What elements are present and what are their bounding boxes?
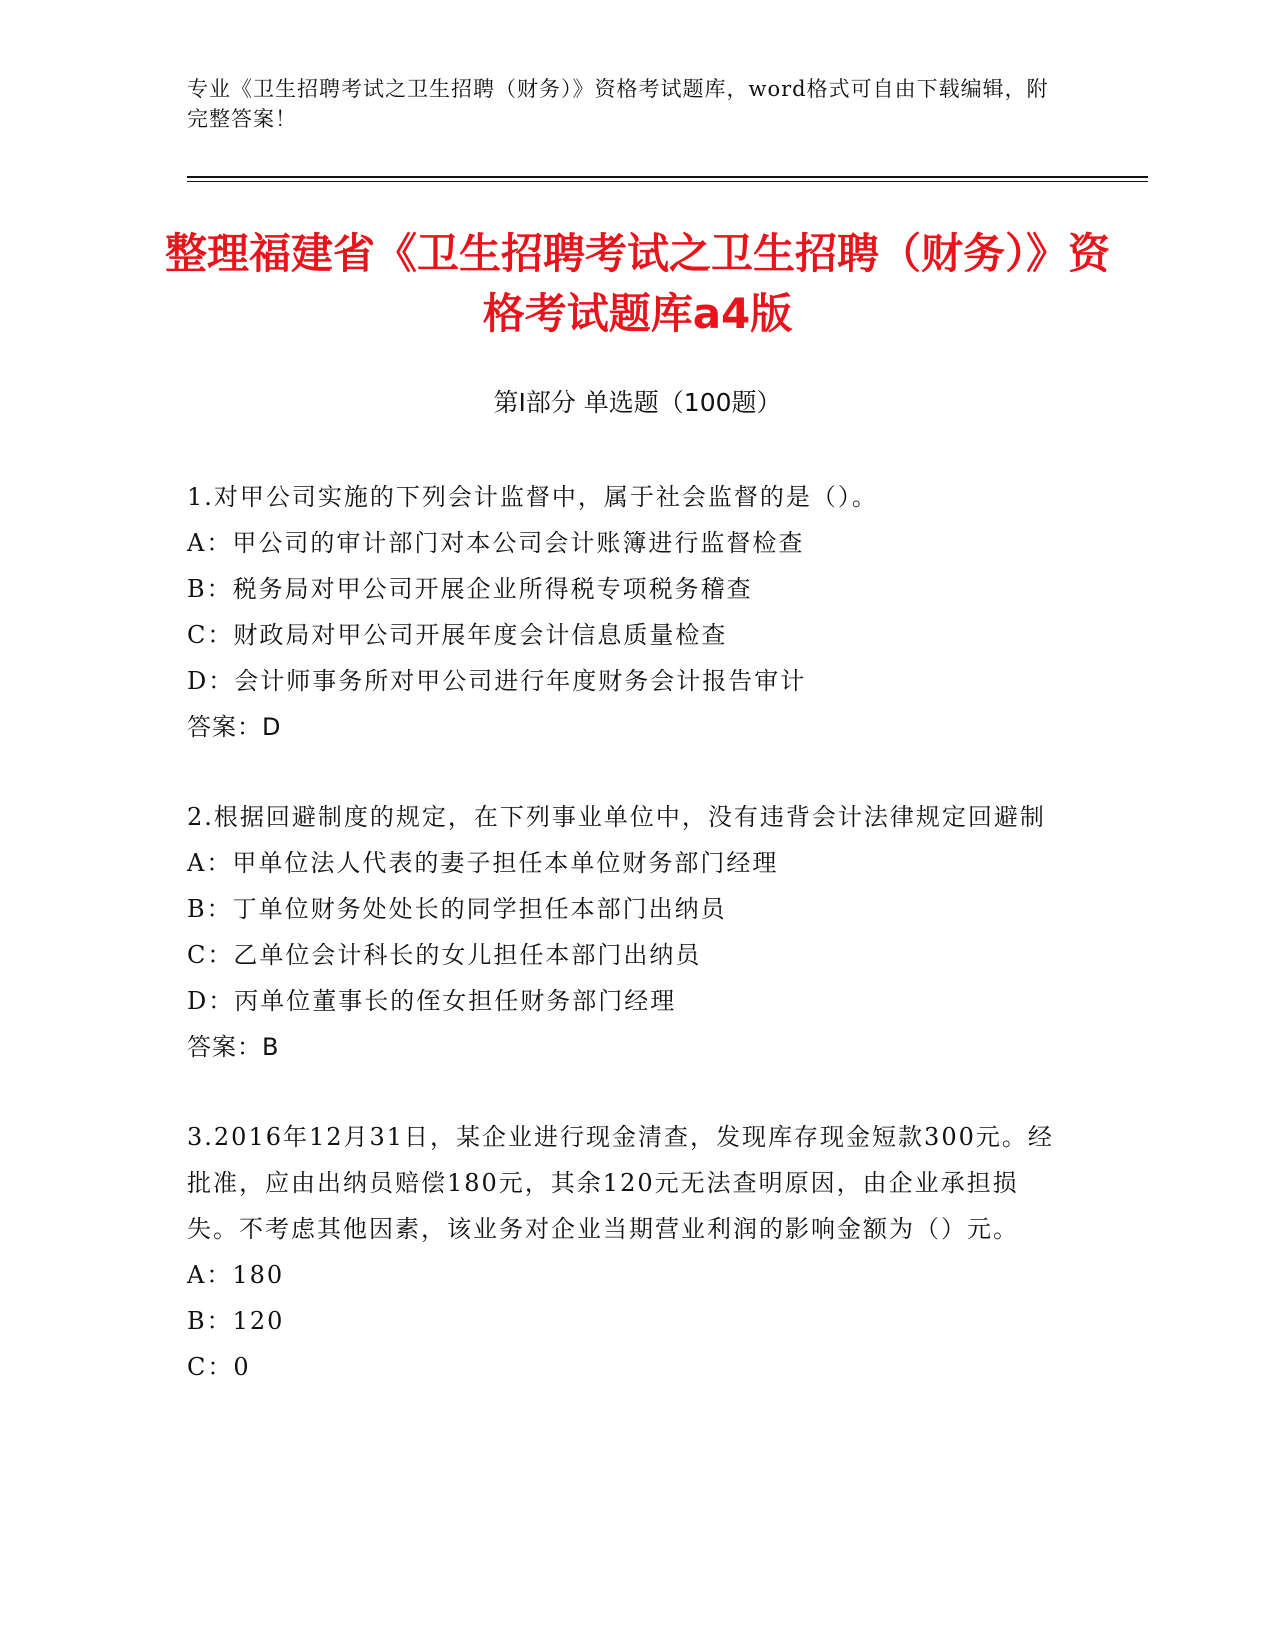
option-a: A：180: [187, 1261, 285, 1289]
option-b: B：税务局对甲公司开展企业所得税专项税务稽查: [187, 575, 753, 603]
option-c: C：乙单位会计科长的女儿担任本部门出纳员: [187, 941, 702, 969]
option-d: D：会计师事务所对甲公司进行年度财务会计报告审计: [187, 667, 807, 695]
option-a: A：甲公司的审计部门对本公司会计账簿进行监督检查: [187, 529, 805, 557]
question-2: [187, 794, 1067, 1070]
option-b: B：120: [187, 1307, 285, 1335]
question-1: [187, 474, 1067, 750]
question-3: [187, 1114, 1067, 1390]
answer-line: 答案：B: [187, 1033, 280, 1061]
option-b: B：丁单位财务处处长的同学担任本部门出纳员: [187, 895, 727, 923]
question-stem: 2.根据回避制度的规定，在下列事业单位中，没有违背会计法律规定回避制: [187, 803, 1046, 831]
option-d: D：丙单位董事长的侄女担任财务部门经理: [187, 987, 677, 1015]
answer-line: 答案：D: [187, 713, 282, 741]
question-list: [187, 474, 1067, 1434]
option-c: C：财政局对甲公司开展年度会计信息质量检查: [187, 621, 728, 649]
header-note: 专业《卫生招聘考试之卫生招聘（财务）》资格考试题库，word格式可自由下载编辑，附完整答案！: [187, 77, 1049, 131]
header-rule-thick: [187, 176, 1148, 178]
document-title: 整理福建省《卫生招聘考试之卫生招聘（财务）》资格考试题库a4版: [164, 229, 1110, 338]
question-stem: 3.2016年12月31日，某企业进行现金清查，发现库存现金短款300元。经批准，应由出纳员赔偿180元，其余120元无法查明原因，由企业承担损失。不考虑其他因素，该业务对企业当期营业利润的影响金额为（）元。: [187, 1123, 1054, 1243]
section-heading: 第I部分 单选题（100题）: [493, 388, 782, 417]
question-stem: 1.对甲公司实施的下列会计监督中，属于社会监督的是（）。: [187, 483, 878, 511]
option-a: A：甲单位法人代表的妻子担任本单位财务部门经理: [187, 849, 779, 877]
header-rule-thin: [187, 181, 1148, 182]
option-c: C：0: [187, 1353, 251, 1381]
